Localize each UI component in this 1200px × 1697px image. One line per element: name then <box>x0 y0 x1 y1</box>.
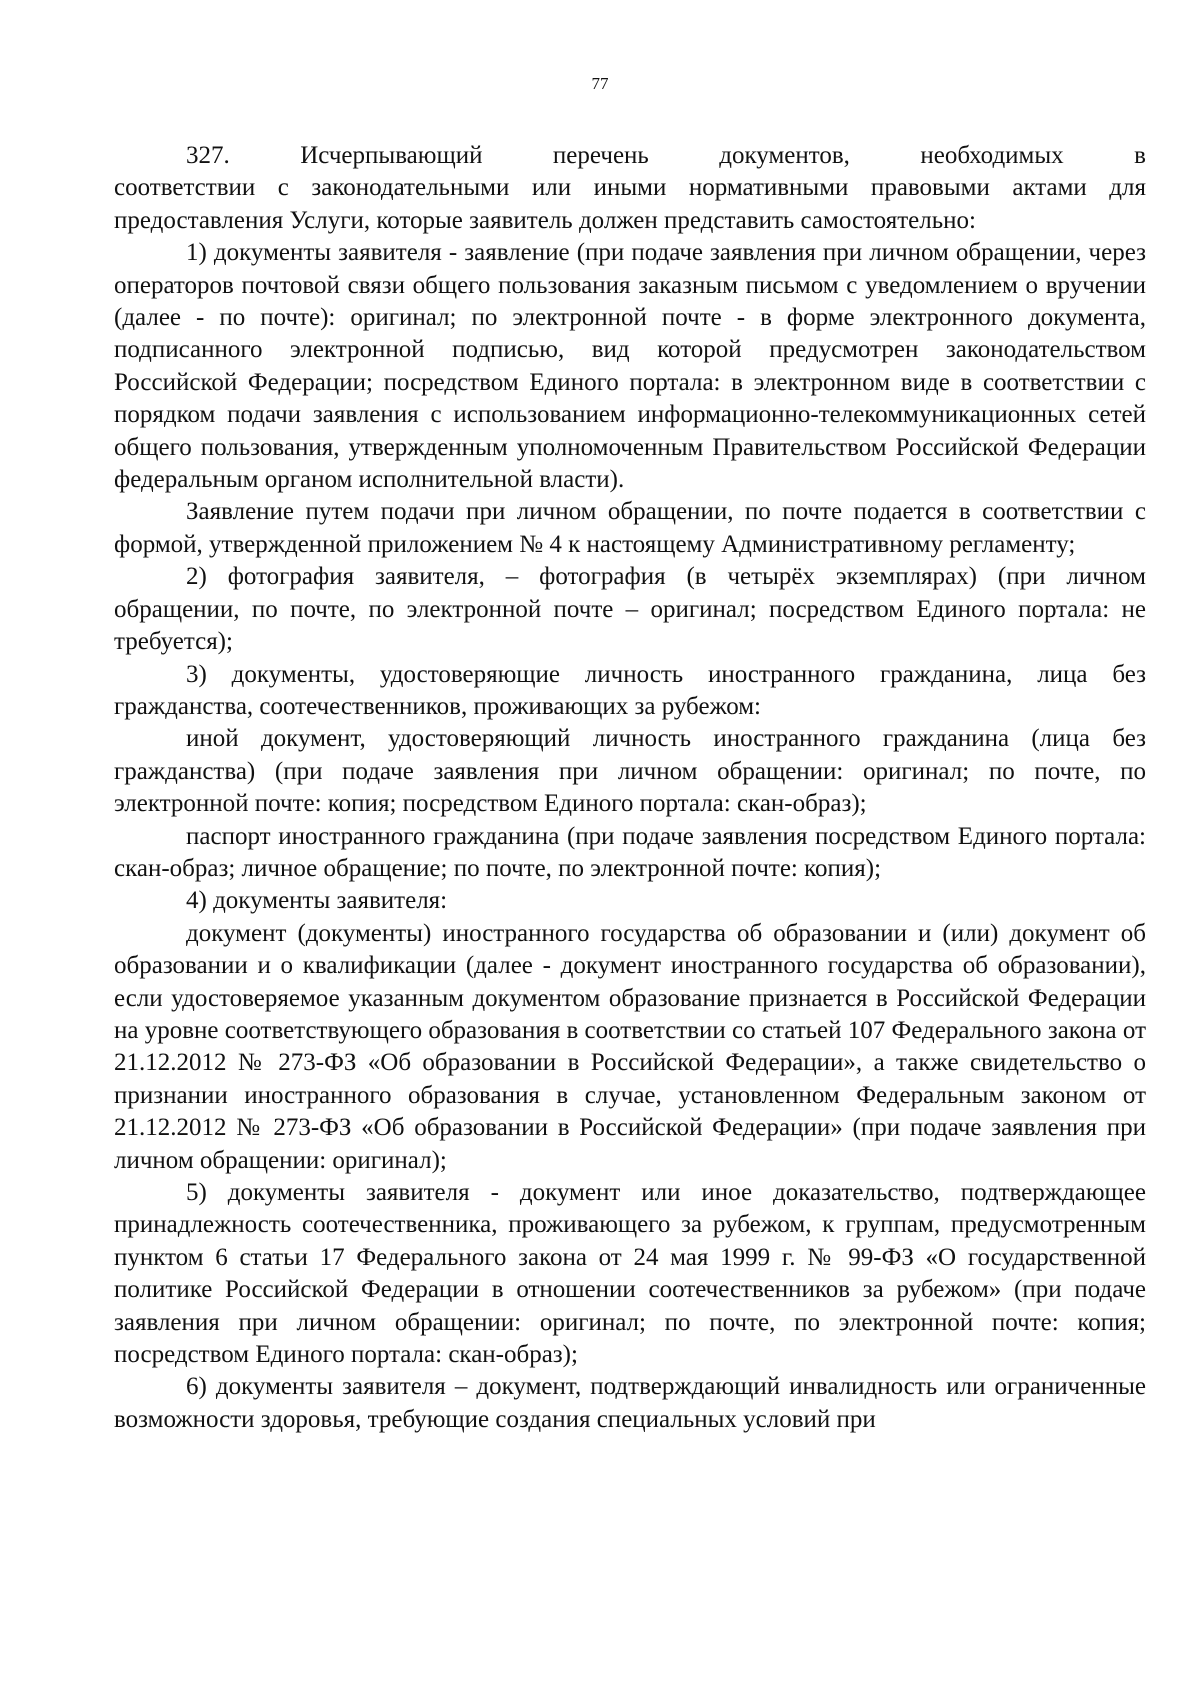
heading-word: в <box>1134 142 1146 169</box>
list-item-2: 2) фотография заявителя, – фотография (в четырёх экземплярах) (при личном обращении, по почте, по электронной почте – оригинал; посредством Единого портала: не требуется); <box>114 563 1146 656</box>
document-body <box>114 140 1146 1436</box>
heading-word: 327. <box>186 142 230 169</box>
list-item-6: 6) документы заявителя – документ, подтверждающий инвалидность или ограниченные возможности здоровья, требующие создания специальных условий при <box>114 1373 1146 1433</box>
list-item-3: 3) документы, удостоверяющие личность иностранного гражданина, лица без гражданства, соотечественников, проживающих за рубежом: <box>114 660 1146 720</box>
list-item-3-sub-b: паспорт иностранного гражданина (при подаче заявления посредством Единого портала: скан-образ; личное обращение; по почте, по электронной почте: копия); <box>114 822 1146 882</box>
paragraph-327-heading <box>114 140 1146 172</box>
list-item-3-sub-a: иной документ, удостоверяющий личность иностранного гражданина (лица без гражданства) (при подаче заявления при личном обращении: оригинал; по почте, по электронной почте: копия; посредством Единого портала: скан-образ); <box>114 725 1146 818</box>
heading-word: необходимых <box>920 142 1064 169</box>
list-item-1: 1) документы заявителя - заявление (при подаче заявления при личном обращении, через операторов почтовой связи общего пользования заказным письмом с уведомлением о вручении (далее - по почте): оригинал; по электронной почте - в форме электронного документа, подписанного электронной подписью, вид которой предусмотрен законодательством Российской Федерации; посредством Единого портала: в электронном виде в соответствии с порядком подачи заявления с использованием информационно-телекоммуникационных сетей общего пользования, утвержденным уполномоченным Правительством Российской Федерации федеральным органом исполнительной власти). <box>114 239 1146 494</box>
heading-word: Исчерпывающий <box>300 142 483 169</box>
list-item-5: 5) документы заявителя - документ или иное доказательство, подтверждающее принадлежность соотечественника, проживающего за рубежом, к группам, предусмотренным пунктом 6 статьи 17 Федерального закона от 24 мая 1999 г. № 99-ФЗ «О государственной политике Российской Федерации в отношении соотечественников за рубежом» (при подаче заявления при личном обращении: оригинал; по почте, по электронной почте: копия; посредством Единого портала: скан-образ); <box>114 1179 1146 1369</box>
page-number: 77 <box>591 74 609 93</box>
heading-word: перечень <box>552 142 649 169</box>
list-item-4-sub-a: документ (документы) иностранного государства об образовании и (или) документ об образовании и о квалификации (далее - документ иностранного государства об образовании), если удостоверяемое указанным документом образование признается в Российской Федерации на уровне соответствующего образования в соответствии со статьей 107 Федерального закона от 21.12.2012 № 273-ФЗ «Об образовании в Российской Федерации», а также свидетельство о признании иностранного образования в случае, установленном Федеральным законом от 21.12.2012 № 273-ФЗ «Об образовании в Российской Федерации» (при подаче заявления при личном обращении: оригинал); <box>114 919 1146 1174</box>
list-item-1-note: Заявление путем подачи при личном обращении, по почте подается в соответствии с формой, утвержденной приложением № 4 к настоящему Административному регламенту; <box>114 498 1146 558</box>
list-item-4: 4) документы заявителя: <box>186 887 448 915</box>
heading-word: документов, <box>719 142 850 169</box>
paragraph-327-text: соответствии с законодательными или иными нормативными правовыми актами для предоставления Услуги, которые заявитель должен представить самостоятельно: <box>114 174 1146 234</box>
